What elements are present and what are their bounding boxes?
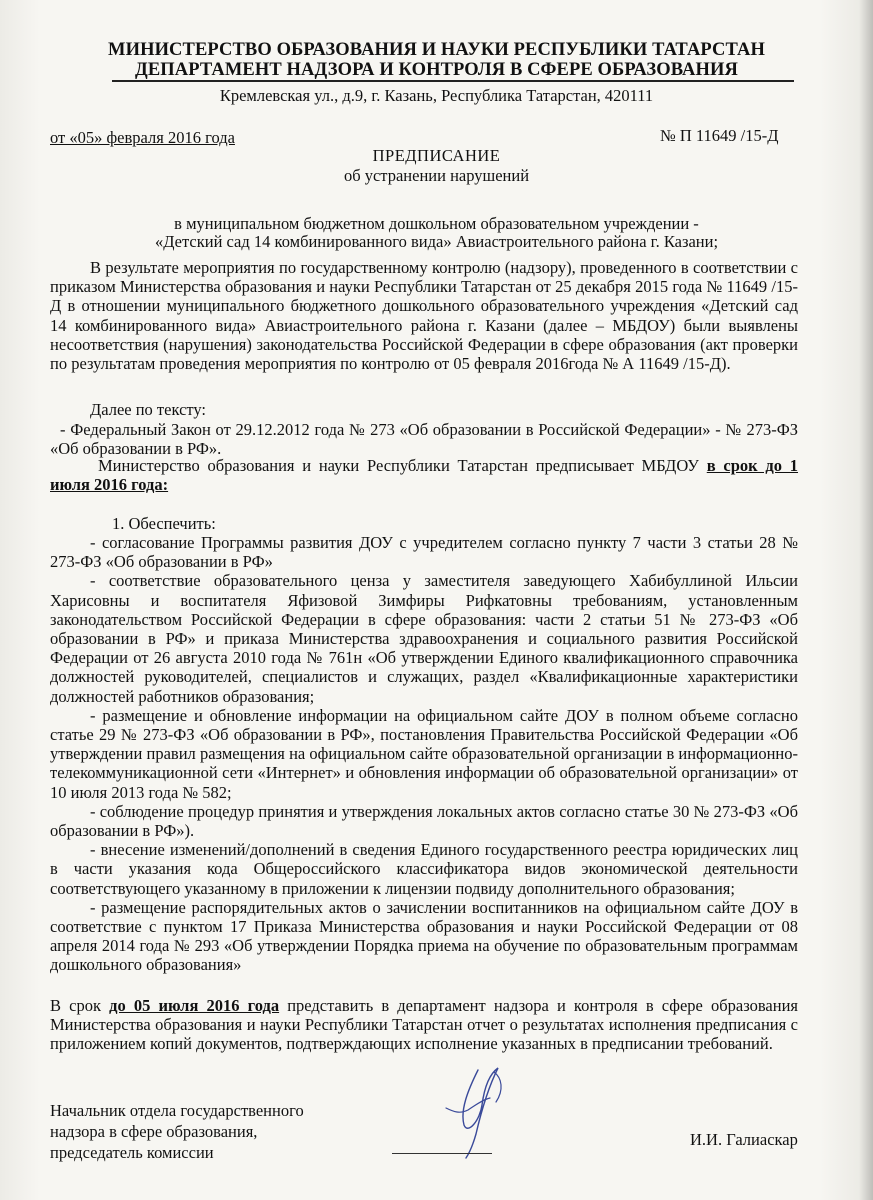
signatory-line-3: председатель комиссии xyxy=(50,1143,214,1162)
deadline-date: до 05 июля 2016 года xyxy=(109,996,280,1015)
mandate-wrapper xyxy=(50,456,798,494)
mandate-text: Министерство образования и науки Республики Татарстан предписывает МБДОУ xyxy=(98,456,699,475)
header-ministry: МИНИСТЕРСТВО ОБРАЗОВАНИЯ И НАУКИ РЕСПУБЛИКИ ТАТАРСТАН xyxy=(108,40,765,60)
mandate-paragraph xyxy=(50,456,798,494)
requirement-item: - внесение изменений/дополнений в сведения Единого государственного реестра юридических лиц в части указания кода Общероссийского классификатора видов экономической деятельности соответствующего указанному в приложении к лицензии подвиду дополнительного образования; xyxy=(50,840,798,898)
signatory-position xyxy=(50,1100,304,1163)
deadline-paragraph xyxy=(50,996,798,1054)
law-reference xyxy=(50,420,798,458)
ensure-heading: 1. Обеспечить: xyxy=(112,514,216,533)
further-label: Далее по тексту: xyxy=(90,400,207,419)
signatory-line-2: надзора в сфере образования, xyxy=(50,1122,258,1141)
document-title: ПРЕДПИСАНИЕ xyxy=(372,146,501,165)
requirement-item: - размещение и обновление информации на официальном сайте ДОУ в полном объеме согласно статье 29 № 273-ФЗ «Об образовании в РФ», постановления Правительства Российской Федерации «Об утверждении правил размещения на официальном сайте образовательной организации в информационно-телекоммуникационной сети «Интернет» и обновления информации об образовательной организации» от 10 июля 2013 года № 582; xyxy=(50,705,798,802)
mandate-deadline: в срок до 1 июля 2016 года: xyxy=(50,456,799,495)
deadline-prefix: В срок xyxy=(50,996,101,1015)
header-rule xyxy=(112,80,794,82)
requirement-item: - согласование Программы развития ДОУ с учредителем согласно пункту 7 части 3 статьи 28 № 273-ФЗ «Об образовании в РФ» xyxy=(50,533,798,572)
institution-line-1: в муниципальном бюджетном дошкольном образовательном учреждении - xyxy=(174,214,699,233)
document-date: от «05» февраля 2016 года xyxy=(50,128,235,147)
institution-line-2: «Детский сад 14 комбинированного вида» Авиастроительного района г. Казани; xyxy=(154,232,719,251)
document-subtitle: об устранении нарушений xyxy=(343,166,530,185)
signatory-name: И.И. Галиаскар xyxy=(690,1130,798,1149)
header-department: ДЕПАРТАМЕНТ НАДЗОРА И КОНТРОЛЯ В СФЕРЕ ОБРАЗОВАНИЯ xyxy=(135,60,738,80)
intro-paragraph: В результате мероприятия по государственному контролю (надзору), проведенного в соответствии с приказом Министерства образования и науки Республики Татарстан от 25 декабря 2015 года № 11649 /15-Д в отношении муниципального бюджетного дошкольного образовательного учреждения «Детский сад 14 комбинированного вида» Авиастроительного района г. Казани (далее – МБДОУ) были выявлены несоответствия (нарушения) законодательства Российской Федерации в сфере образования (акт проверки по результатам проведения мероприятия по контролю от 05 февраля 2016года № А 11649 /15-Д). xyxy=(50,258,798,374)
requirement-item: - соответствие образовательного ценза у заместителя заведующего Хабибуллиной Ильсии Харисовны и воспитателя Яфизовой Зимфиры Рифкатовны требованиям, установленным законодательством Российской Федерации в сфере образования: части 2 статьи 51 № 273-ФЗ «Об образовании в РФ» и приказа Министерства здравоохранения и социального развития Российской Федерации от 26 августа 2010 года № 761н «Об утверждении Единого квалификационного справочника должностей руководителей, специалистов и служащих, раздел «Квалификационные характеристики должностей работников образования; xyxy=(50,571,798,706)
requirement-item: - размещение распорядительных актов о зачислении воспитанников на официальном сайте ДОУ в соответствие с пунктом 17 Приказа Министерства образования и науки Российской Федерации от 08 апреля 2014 года № 293 «Об утверждении Порядка приема на обучение по образовательным программам дошкольного образования» xyxy=(50,897,798,975)
signature-line xyxy=(392,1153,492,1154)
handwritten-signature xyxy=(438,1050,518,1160)
law-reference-text: - Федеральный Закон от 29.12.2012 года № 273 «Об образовании в Российской Федерации» - № 273-ФЗ «Об образовании в РФ». xyxy=(50,420,798,459)
header-address: Кремлевская ул., д.9, г. Казань, Республика Татарстан, 420111 xyxy=(219,86,654,105)
requirements-list xyxy=(50,533,798,975)
requirement-item: - соблюдение процедур принятия и утверждения локальных актов согласно статье 30 № 273-ФЗ «Об образовании в РФ»). xyxy=(50,801,798,841)
document-number: № П 11649 /15-Д xyxy=(660,126,779,145)
signatory-line-1: Начальник отдела государственного xyxy=(50,1101,304,1120)
deadline-text: представить в департамент надзора и контроля в сфере образования Министерства образования и науки Республики Татарстан отчет о результатах исполнения предписания с приложением копий документов, подтверждающих исполнение указанных в предписании требований. xyxy=(50,996,799,1054)
